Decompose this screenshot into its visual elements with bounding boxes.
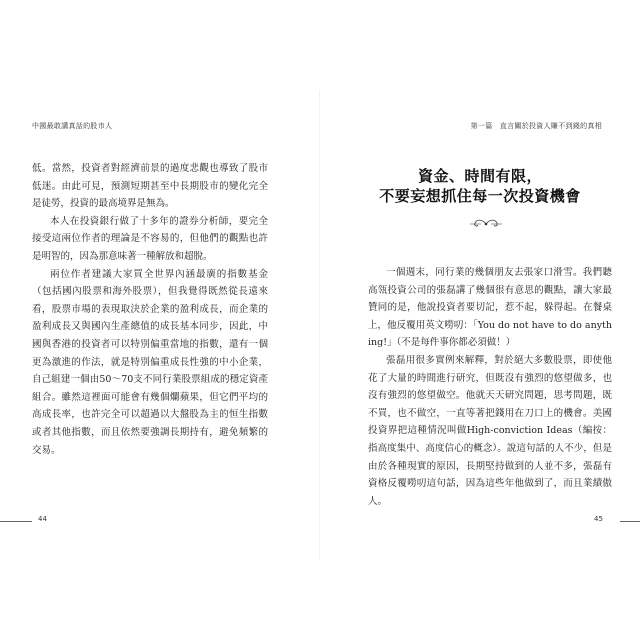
right-body-text xyxy=(368,264,612,510)
paragraph: 低。當然，投資者對經濟前景的過度悲觀也導致了股市低迷。由此可見，預測短期甚至中長期股市的變化完全是徒勞，投資的最高境界是無為。 xyxy=(32,163,268,210)
left-body-text xyxy=(32,160,268,459)
page-number: 44 xyxy=(38,515,47,523)
left-running-head: 中國最敢講真話的股市人 xyxy=(32,122,113,130)
page-number-rule xyxy=(0,521,32,522)
paragraph: 一個週末，同行業的幾個朋友去張家口滑雪。我們聽高瓴投資公司的張磊講了幾個很有意思的觀點，讓大家最贊同的是，他說投資者要切記，惹不起，躲得起。在餐桌上，他反覆用英文嘮叨：「You do not have to do anything!」（不是每件事你都必須做！） xyxy=(368,267,612,349)
paragraph: 本人在投資銀行做了十多年的證券分析師，要完全接受這兩位作者的理論是不容易的，但他們的觀點也許是明智的，因為那意味著一種解放和超脫。 xyxy=(32,215,268,262)
chapter-title-line-1: 資金、時間有限， xyxy=(417,167,542,185)
chapter-title xyxy=(350,166,610,206)
chapter-title-line-2: 不要妄想抓住每一次投資機會 xyxy=(379,187,581,205)
page-number: 45 xyxy=(594,515,603,523)
page-number-rule xyxy=(620,521,640,522)
right-running-head: 第一篇 直言關於投資人賺不到錢的真相 xyxy=(470,122,602,130)
paragraph: 兩位作者建議大家買全世界內涵最廣的指數基金（包括國內股票和海外股票），但我覺得既然從長遠來看，股票市場的表現取決於企業的盈利成長，而企業的盈利成長又與國內生產總值的成長基本同步，因此，中國與香港的投資者可以特別偏重當地的指數，還有一個更為激進的作法，就是特別偏重成長性強的中小企業，自己組建一個由50～70支不同行業股票組成的穩定資產組合。雖然這裡面可能會有幾個爛蘋果，但它們平均的高成長率，也許完全可以超過以大盤股為主的恒生指數或者其他指數，而且依然要強調長期持有，避免頻繁的交易。 xyxy=(32,268,268,456)
paragraph: 張磊用很多實例來解釋，對於絕大多數股票，即使他花了大量的時間進行研究，但既沒有強烈的悠望做多，也沒有強烈的悠望做空。他就天天研究問題，思考問題，既不買，也不做空，一直等著把錢用在刀口上的機會。美國投資界把這種情況叫做High-conviction Ideas（編按：指高度集中、高度信心的概念）。說這句話的人不少，但是由於各種現實的原因，長期堅持做到的人並不多，張磊有資格反覆嘮叨這句話，因為這些年他做到了，而且業績傲人。 xyxy=(368,354,612,507)
right-page xyxy=(320,0,640,640)
ornament-flourish-icon xyxy=(468,218,504,230)
